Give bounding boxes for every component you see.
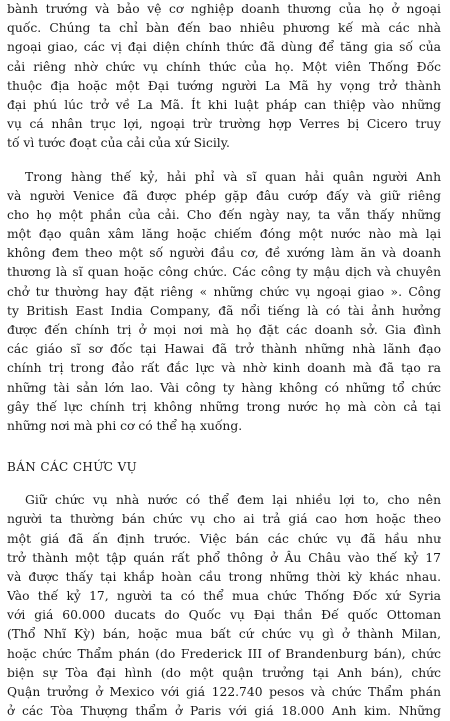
text-line: (Thổ Nhĩ Kỳ) bán, hoặc mua bất cứ chức vụ gì ở thành Milan, (7, 627, 441, 642)
text-line: một giá đã ấn định trước. Việc bán các chức vụ đã hầu như (7, 531, 441, 546)
paragraph-2 (7, 168, 441, 437)
text-line: các giáo sĩ sơ đốc tại Hawai đã trở thành những nhà lãnh đạo (7, 342, 441, 357)
text-line: Giữ chức vụ nhà nước có thể đem lại nhiều lợi to, cho nên (25, 493, 441, 508)
text-line: những tài sản lớn lao. Vài công ty hàng không có những tổ chức (7, 380, 441, 395)
text-line: bành trướng và bảo vệ cơ nghiệp doanh thương của họ ở ngoại (7, 2, 441, 16)
text-line: những nơi mà phi cơ có thể hạ xuống. (7, 418, 243, 433)
text-line: vụ cá nhân trục lợi, ngoại trừ trường hợp Verres bị Cicero truy (7, 117, 441, 132)
text-line: chính trị trong đảo rất đắc lực và nhờ kinh doanh mà đã tạo ra (7, 361, 441, 376)
text-line: ngoại giao, các vị đại diện chính thức đã dùng để tăng gia số của (7, 40, 441, 55)
text-line: một đạo quân xâm lăng hoặc chiếm đóng một nước nào mà lại (7, 227, 441, 242)
text-line: cho họ một phần của cải. Cho đến ngày nay, ta vẫn thấy những (7, 207, 441, 222)
text-line: cải riêng nhờ chức vụ chính thức của họ. Một viên Thống Đốc (7, 59, 441, 74)
text-line: hoặc chức Thẩm phán (do Frederick III of Brandenburg bán), chức (7, 646, 441, 661)
text-line: ở các Tòa Thượng thẩm ở Paris với giá 18.000 Anh kim. Những (7, 704, 441, 719)
text-line: không đem theo một số người đầu cơ, đề xướng làm ăn và doanh (7, 246, 441, 261)
text-line: quốc. Chúng ta chỉ bàn đến bao nhiêu phương kế mà các nhà (7, 21, 441, 36)
text-line: với giá 60.000 ducats do Quốc vụ Đại thần Đế quốc Ottoman (7, 608, 441, 623)
text-line: gây thế lực chính trị không những trong nước họ mà còn cả tại (7, 399, 441, 414)
text-line: đại phú lúc trở về La Mã. Ít khi luật pháp can thiệp vào những (7, 97, 441, 112)
text-line: người ta thường bán chức vụ cho ai trả giá cao hơn hoặc theo (7, 512, 441, 527)
text-line: trở thành một tập quán rất phổ thông ở Âu Châu vào thế kỷ 17 (7, 550, 441, 565)
text-line: Trong hàng thế kỷ, hải phỉ và sĩ quan hải quân người Anh (25, 169, 441, 184)
section-heading: BÁN CÁC CHỨC VỤ (7, 460, 138, 475)
paragraph-1 (7, 0, 441, 154)
text-line: Vào thế kỷ 17, người ta có thể mua chức Thống Đốc xứ Syria (7, 589, 441, 604)
text-line: tố vì tước đoạt của cải của xứ Sicily. (7, 136, 230, 151)
text-line: biện sự Tòa đại hình (do một quận trưởng tại Anh bán), chức (7, 665, 441, 680)
text-line: và người Venice đã được phép gặp đâu cướp đấy và giữ riêng (7, 188, 441, 203)
text-line: thương là sĩ quan hoặc công chức. Các công ty mậu dịch và chuyên (7, 265, 441, 280)
text-line: thuộc địa hoặc một Đại tướng người La Mã hy vọng trở thành (7, 78, 441, 93)
text-line: ty British East India Company, đã nổi tiếng là có tài ảnh hưởng (7, 303, 441, 318)
text-line: được đến chính trị ở mọi nơi mà họ đặt các doanh sở. Gia đình (7, 323, 441, 337)
text-line: và được thấy tại khắp hoàn cầu trong những thời kỳ khác nhau. (7, 569, 441, 584)
text-line: Quận trưởng ở Mexico với giá 122.740 pesos và chức Thẩm phán (7, 685, 441, 699)
text-line: chở tư thường hay đặt riêng « những chức vụ ngoại giao ». Công (7, 284, 441, 299)
